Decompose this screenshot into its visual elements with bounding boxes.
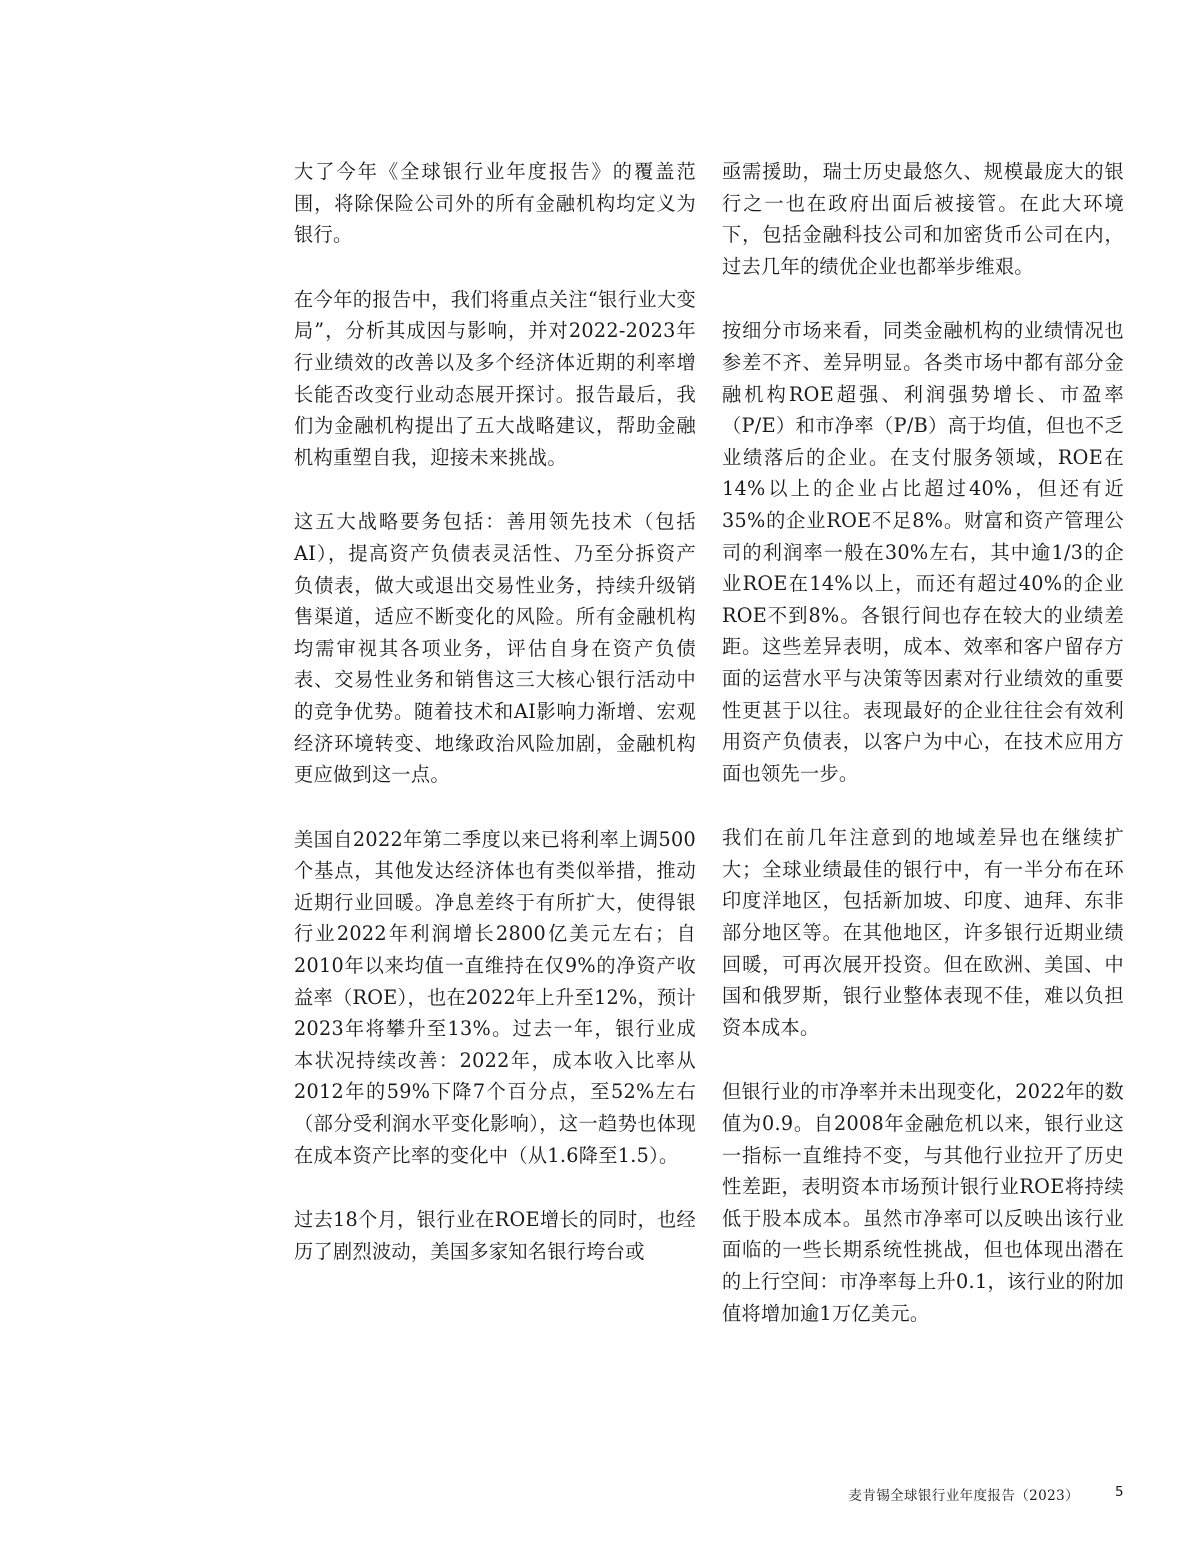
paragraph: 大了今年《全球银行业年度报告》的覆盖范围，将除保险公司外的所有金融机构均定义为银行。 bbox=[294, 160, 696, 247]
page-number: 5 bbox=[1115, 1484, 1124, 1500]
paragraph: 这五大战略要务包括：善用领先技术（包括AI），提高资产负债表灵活性、乃至分拆资产负债表，做大或退出交易性业务，持续升级销售渠道，适应不断变化的风险。所有金融机构均需审视其各项业务，评估自身在资产负债表、交易性业务和销售这三大核心银行活动中的竞争优势。随着技术和AI影响力渐增、宏观经济环境转变、地缘政治风险加剧，金融机构更应做到这一点。 bbox=[294, 510, 696, 787]
paragraph: 在今年的报告中，我们将重点关注“银行业大变局”，分析其成因与影响，并对2022-2023年行业绩效的改善以及多个经济体近期的利率增长能否改变行业动态展开探讨。报告最后，我们为金融机构提出了五大战略建议，帮助金融机构重塑自我，迎接未来挑战。 bbox=[294, 287, 696, 469]
paragraph: 过去18个月，银行业在ROE增长的同时，也经历了剧烈波动，美国多家知名银行垮台或 bbox=[294, 1208, 696, 1263]
paragraph: 亟需援助，瑞士历史最悠久、规模最庞大的银行之一也在政府出面后被接管。在此大环境下，包括金融科技公司和加密货币公司在内，过去几年的绩优企业也都举步维艰。 bbox=[722, 160, 1124, 278]
paragraph: 但银行业的市净率并未出现变化，2022年的数值为0.9。自2008年金融危机以来，银行业这一指标一直维持不变，与其他行业拉开了历史性差距，表明资本市场预计银行业ROE将持续低于股本成本。虽然市净率可以反映出该行业面临的一些长期系统性挑战，但也体现出潜在的上行空间：市净率每上升0.1，该行业的附加值将增加逾1万亿美元。 bbox=[722, 1080, 1124, 1325]
page-footer bbox=[848, 1484, 1124, 1504]
right-column bbox=[722, 156, 1124, 1362]
paragraph: 美国自2022年第二季度以来已将利率上调500个基点，其他发达经济体也有类似举措，推动近期行业回暖。净息差终于有所扩大，使得银行业2022年利润增长2800亿美元左右；自2010年以来均值一直维持在仅9%的净资产收益率（ROE），也在2022年上升至12%，预计2023年将攀升至13%。过去一年，银行业成本状况持续改善：2022年，成本收入比率从2012年的59%下降7个百分点，至52%左右（部分受利润水平变化影响），这一趋势也体现在成本资产比率的变化中（从1.6降至1.5）。 bbox=[294, 827, 696, 1167]
paragraph: 我们在前几年注意到的地域差异也在继续扩大；全球业绩最佳的银行中，有一半分布在环印度洋地区，包括新加坡、印度、迪拜、东非部分地区等。在其他地区，许多银行近期业绩回暖，可再次展开投资。但在欧洲、美国、中国和俄罗斯，银行业整体表现不佳，难以负担资本成本。 bbox=[722, 826, 1124, 1039]
paragraph: 按细分市场来看，同类金融机构的业绩情况也参差不齐、差异明显。各类市场中都有部分金融机构ROE超强、利润强势增长、市盈率（P/E）和市净率（P/B）高于均值，但也不乏业绩落后的企业。在支付服务领域，ROE在14%以上的企业占比超过40%，但还有近35%的企业ROE不足8%。财富和资产管理公司的利润率一般在30%左右，其中逾1/3的企业ROE在14%以上，而还有超过40%的企业ROE不到8%。各银行间也存在较大的业绩差距。这些差异表明，成本、效率和客户留存方面的运营水平与决策等因素对行业绩效的重要性更甚于以往。表现最好的企业往往会有效利用资产负债表，以客户为中心，在技术应用方面也领先一步。 bbox=[722, 319, 1124, 785]
footer-report-title: 麦肯锡全球银行业年度报告（2023） bbox=[848, 1488, 1079, 1504]
left-column bbox=[294, 156, 696, 1300]
